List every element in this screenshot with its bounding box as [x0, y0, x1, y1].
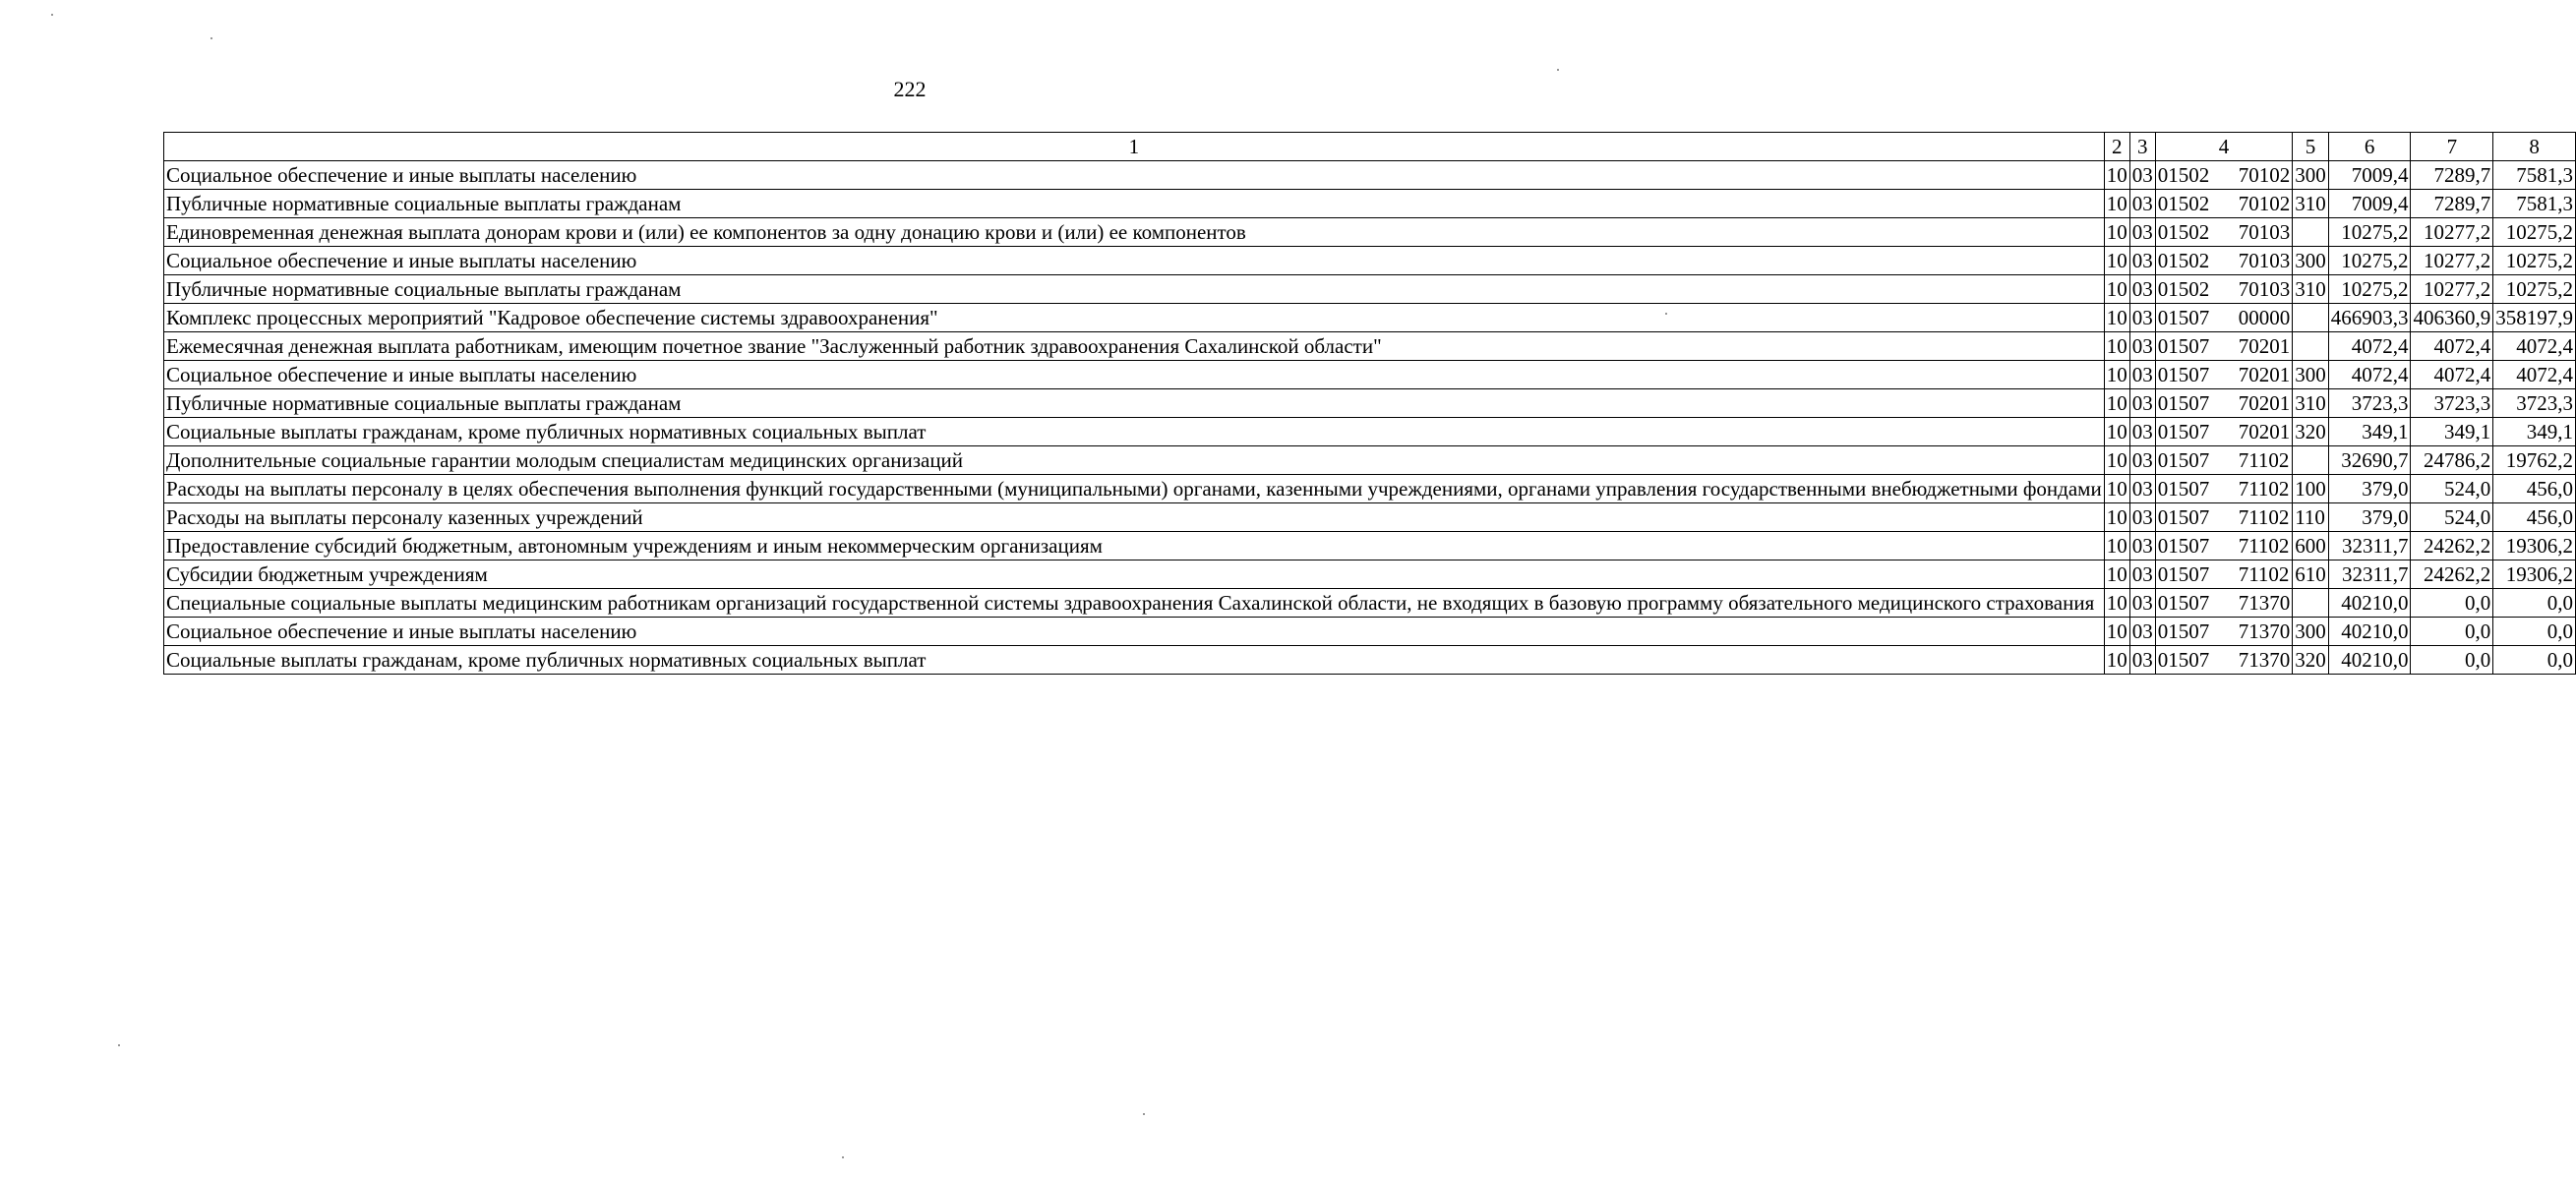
- target-article-code: [2155, 361, 2293, 389]
- amount-col-7: 10277,2: [2411, 247, 2493, 275]
- header-cell: 4: [2155, 133, 2293, 161]
- amount-col-6: 32690,7: [2328, 446, 2411, 475]
- section-code: 10: [2104, 304, 2129, 332]
- expense-type-code: [2293, 218, 2329, 247]
- header-cell: 8: [2493, 133, 2576, 161]
- section-code: 10: [2104, 332, 2129, 361]
- amount-col-8: 0,0: [2493, 589, 2576, 618]
- amount-col-7: 4072,4: [2411, 361, 2493, 389]
- amount-col-6: 7009,4: [2328, 190, 2411, 218]
- direction-code: 00000: [2238, 306, 2291, 329]
- subsection-code: 03: [2129, 361, 2155, 389]
- subsection-code: 03: [2129, 418, 2155, 446]
- scan-speck: [1143, 1113, 1145, 1115]
- amount-col-7: 524,0: [2411, 503, 2493, 532]
- scan-speck: [1665, 313, 1667, 315]
- scan-speck: [842, 1156, 844, 1158]
- subsection-code: 03: [2129, 218, 2155, 247]
- amount-col-8: 7581,3: [2493, 190, 2576, 218]
- target-article-code: [2155, 589, 2293, 618]
- subsection-code: 03: [2129, 161, 2155, 190]
- amount-col-7: 10277,2: [2411, 218, 2493, 247]
- expense-type-code: 310: [2293, 275, 2329, 304]
- section-code: 10: [2104, 618, 2129, 646]
- direction-code: 71102: [2238, 562, 2290, 586]
- target-article-code: [2155, 532, 2293, 560]
- program-code: 01507: [2157, 505, 2210, 529]
- amount-col-6: 3723,3: [2328, 389, 2411, 418]
- amount-col-6: 4072,4: [2328, 332, 2411, 361]
- program-code: 01507: [2157, 620, 2210, 643]
- section-code: 10: [2104, 475, 2129, 503]
- row-name: Дополнительные социальные гарантии молодым специалистам медицинских организаций: [164, 446, 2105, 475]
- target-article-code: [2155, 618, 2293, 646]
- table-body: [164, 161, 2576, 675]
- direction-code: 70201: [2238, 420, 2291, 443]
- section-code: 10: [2104, 361, 2129, 389]
- row-name: Единовременная денежная выплата донорам крови и (или) ее компонентов за одну донацию крови и (или) ее компонентов: [164, 218, 2105, 247]
- direction-code: 71102: [2238, 534, 2290, 558]
- program-code: 01507: [2157, 477, 2210, 501]
- section-code: 10: [2104, 646, 2129, 675]
- section-code: 10: [2104, 218, 2129, 247]
- amount-col-8: 3723,3: [2493, 389, 2576, 418]
- table-row: [164, 503, 2576, 532]
- program-code: 01507: [2157, 448, 2210, 472]
- table-row: [164, 532, 2576, 560]
- amount-col-7: 10277,2: [2411, 275, 2493, 304]
- expense-type-code: [2293, 304, 2329, 332]
- header-cell: 6: [2328, 133, 2411, 161]
- expense-type-code: 310: [2293, 389, 2329, 418]
- section-code: 10: [2104, 446, 2129, 475]
- amount-col-8: 19306,2: [2493, 532, 2576, 560]
- header-cell: 1: [164, 133, 2105, 161]
- table-row: [164, 275, 2576, 304]
- expense-type-code: [2293, 589, 2329, 618]
- amount-col-6: 466903,3: [2328, 304, 2411, 332]
- amount-col-8: 10275,2: [2493, 218, 2576, 247]
- direction-code: 70103: [2238, 277, 2291, 301]
- subsection-code: 03: [2129, 560, 2155, 589]
- expense-type-code: 300: [2293, 618, 2329, 646]
- amount-col-6: 10275,2: [2328, 247, 2411, 275]
- amount-col-6: 10275,2: [2328, 275, 2411, 304]
- expense-type-code: 300: [2293, 161, 2329, 190]
- amount-col-6: 7009,4: [2328, 161, 2411, 190]
- header-cell: 2: [2104, 133, 2129, 161]
- subsection-code: 03: [2129, 247, 2155, 275]
- target-article-code: [2155, 475, 2293, 503]
- amount-col-8: 4072,4: [2493, 332, 2576, 361]
- amount-col-6: 349,1: [2328, 418, 2411, 446]
- program-code: 01507: [2157, 562, 2210, 586]
- row-name: Публичные нормативные социальные выплаты гражданам: [164, 389, 2105, 418]
- amount-col-6: 4072,4: [2328, 361, 2411, 389]
- table-row: [164, 218, 2576, 247]
- row-name: Расходы на выплаты персоналу в целях обеспечения выполнения функций государственными (муниципальными) органами, казенными учреждениями, органами управления государственными внебюджетными фондами: [164, 475, 2105, 503]
- expense-type-code: 320: [2293, 418, 2329, 446]
- subsection-code: 03: [2129, 532, 2155, 560]
- direction-code: 71102: [2238, 505, 2290, 529]
- program-code: 01507: [2157, 334, 2210, 358]
- row-name: Предоставление субсидий бюджетным, автономным учреждениям и иным некоммерческим организациям: [164, 532, 2105, 560]
- expense-type-code: 100: [2293, 475, 2329, 503]
- subsection-code: 03: [2129, 618, 2155, 646]
- program-code: 01507: [2157, 363, 2210, 386]
- expense-type-code: 320: [2293, 646, 2329, 675]
- section-code: 10: [2104, 560, 2129, 589]
- amount-col-6: 40210,0: [2328, 589, 2411, 618]
- program-code: 01507: [2157, 534, 2210, 558]
- amount-col-8: 0,0: [2493, 618, 2576, 646]
- amount-col-6: 379,0: [2328, 475, 2411, 503]
- direction-code: 70102: [2238, 192, 2291, 215]
- row-name: Социальное обеспечение и иные выплаты населению: [164, 361, 2105, 389]
- row-name: Комплекс процессных мероприятий "Кадровое обеспечение системы здравоохранения": [164, 304, 2105, 332]
- direction-code: 70201: [2238, 363, 2291, 386]
- direction-code: 71370: [2238, 648, 2291, 672]
- target-article-code: [2155, 275, 2293, 304]
- expense-type-code: [2293, 332, 2329, 361]
- table-row: [164, 618, 2576, 646]
- row-name: Социальные выплаты гражданам, кроме публичных нормативных социальных выплат: [164, 418, 2105, 446]
- row-name: Социальное обеспечение и иные выплаты населению: [164, 618, 2105, 646]
- section-code: 10: [2104, 418, 2129, 446]
- table-row: [164, 646, 2576, 675]
- table-row: [164, 361, 2576, 389]
- direction-code: 70201: [2238, 391, 2291, 415]
- table-row: [164, 446, 2576, 475]
- scan-speck: [51, 14, 53, 16]
- amount-col-8: 7581,3: [2493, 161, 2576, 190]
- section-code: 10: [2104, 589, 2129, 618]
- amount-col-8: 456,0: [2493, 475, 2576, 503]
- expense-type-code: 300: [2293, 361, 2329, 389]
- amount-col-8: 358197,9: [2493, 304, 2576, 332]
- amount-col-8: 349,1: [2493, 418, 2576, 446]
- expense-type-code: 310: [2293, 190, 2329, 218]
- row-name: Социальное обеспечение и иные выплаты населению: [164, 247, 2105, 275]
- direction-code: 70201: [2238, 334, 2291, 358]
- table-row: [164, 304, 2576, 332]
- header-cell: 7: [2411, 133, 2493, 161]
- amount-col-8: 10275,2: [2493, 247, 2576, 275]
- table-row: [164, 589, 2576, 618]
- subsection-code: 03: [2129, 589, 2155, 618]
- program-code: 01507: [2157, 420, 2210, 443]
- target-article-code: [2155, 332, 2293, 361]
- amount-col-7: 24262,2: [2411, 560, 2493, 589]
- row-name: Публичные нормативные социальные выплаты гражданам: [164, 190, 2105, 218]
- amount-col-7: 0,0: [2411, 589, 2493, 618]
- subsection-code: 03: [2129, 275, 2155, 304]
- amount-col-6: 32311,7: [2328, 560, 2411, 589]
- scan-speck: [1557, 69, 1559, 71]
- amount-col-8: 4072,4: [2493, 361, 2576, 389]
- amount-col-6: 379,0: [2328, 503, 2411, 532]
- target-article-code: [2155, 560, 2293, 589]
- target-article-code: [2155, 218, 2293, 247]
- table-row: [164, 190, 2576, 218]
- section-code: 10: [2104, 532, 2129, 560]
- amount-col-7: 524,0: [2411, 475, 2493, 503]
- subsection-code: 03: [2129, 190, 2155, 218]
- target-article-code: [2155, 304, 2293, 332]
- amount-col-6: 32311,7: [2328, 532, 2411, 560]
- direction-code: 70103: [2238, 249, 2291, 272]
- expense-type-code: 600: [2293, 532, 2329, 560]
- table-row: [164, 247, 2576, 275]
- amount-col-7: 0,0: [2411, 618, 2493, 646]
- amount-col-8: 10275,2: [2493, 275, 2576, 304]
- budget-table: [163, 132, 2576, 675]
- subsection-code: 03: [2129, 332, 2155, 361]
- direction-code: 71370: [2238, 591, 2291, 615]
- row-name: Ежемесячная денежная выплата работникам, имеющим почетное звание "Заслуженный работник здравоохранения Сахалинской области": [164, 332, 2105, 361]
- section-code: 10: [2104, 161, 2129, 190]
- table-row: [164, 389, 2576, 418]
- subsection-code: 03: [2129, 503, 2155, 532]
- target-article-code: [2155, 418, 2293, 446]
- amount-col-7: 24262,2: [2411, 532, 2493, 560]
- section-code: 10: [2104, 190, 2129, 218]
- table-row: [164, 332, 2576, 361]
- row-name: Социальные выплаты гражданам, кроме публичных нормативных социальных выплат: [164, 646, 2105, 675]
- direction-code: 70103: [2238, 220, 2291, 244]
- amount-col-7: 0,0: [2411, 646, 2493, 675]
- amount-col-7: 7289,7: [2411, 190, 2493, 218]
- target-article-code: [2155, 190, 2293, 218]
- target-article-code: [2155, 503, 2293, 532]
- amount-col-7: 349,1: [2411, 418, 2493, 446]
- program-code: 01502: [2157, 192, 2210, 215]
- subsection-code: 03: [2129, 389, 2155, 418]
- amount-col-8: 19306,2: [2493, 560, 2576, 589]
- row-name: Публичные нормативные социальные выплаты гражданам: [164, 275, 2105, 304]
- table-header-row: [164, 133, 2576, 161]
- program-code: 01507: [2157, 306, 2210, 329]
- program-code: 01507: [2157, 591, 2210, 615]
- section-code: 10: [2104, 503, 2129, 532]
- table-row: [164, 560, 2576, 589]
- subsection-code: 03: [2129, 646, 2155, 675]
- expense-type-code: 300: [2293, 247, 2329, 275]
- amount-col-8: 0,0: [2493, 646, 2576, 675]
- row-name: Расходы на выплаты персоналу казенных учреждений: [164, 503, 2105, 532]
- amount-col-8: 19762,2: [2493, 446, 2576, 475]
- row-name: Специальные социальные выплаты медицинским работникам организаций государственной системы здравоохранения Сахалинской области, не входящих в базовую программу обязательного медицинского страхования: [164, 589, 2105, 618]
- expense-type-code: [2293, 446, 2329, 475]
- program-code: 01502: [2157, 220, 2210, 244]
- section-code: 10: [2104, 275, 2129, 304]
- table-row: [164, 475, 2576, 503]
- header-cell: 5: [2293, 133, 2329, 161]
- table-row: [164, 161, 2576, 190]
- table-row: [164, 418, 2576, 446]
- page-number: 222: [893, 77, 927, 101]
- subsection-code: 03: [2129, 446, 2155, 475]
- target-article-code: [2155, 446, 2293, 475]
- program-code: 01507: [2157, 391, 2210, 415]
- expense-type-code: 610: [2293, 560, 2329, 589]
- section-code: 10: [2104, 247, 2129, 275]
- program-code: 01502: [2157, 163, 2210, 187]
- target-article-code: [2155, 389, 2293, 418]
- subsection-code: 03: [2129, 475, 2155, 503]
- row-name: Субсидии бюджетным учреждениям: [164, 560, 2105, 589]
- amount-col-7: 24786,2: [2411, 446, 2493, 475]
- program-code: 01507: [2157, 648, 2210, 672]
- target-article-code: [2155, 646, 2293, 675]
- amount-col-6: 40210,0: [2328, 646, 2411, 675]
- header-cell: 3: [2129, 133, 2155, 161]
- section-code: 10: [2104, 389, 2129, 418]
- direction-code: 71102: [2238, 448, 2290, 472]
- program-code: 01502: [2157, 249, 2210, 272]
- row-name: Социальное обеспечение и иные выплаты населению: [164, 161, 2105, 190]
- amount-col-7: 406360,9: [2411, 304, 2493, 332]
- target-article-code: [2155, 247, 2293, 275]
- program-code: 01502: [2157, 277, 2210, 301]
- scan-speck: [118, 1044, 120, 1046]
- amount-col-7: 3723,3: [2411, 389, 2493, 418]
- direction-code: 71102: [2238, 477, 2290, 501]
- direction-code: 71370: [2238, 620, 2291, 643]
- subsection-code: 03: [2129, 304, 2155, 332]
- expense-type-code: 110: [2293, 503, 2329, 532]
- scan-speck: [210, 37, 212, 39]
- amount-col-6: 40210,0: [2328, 618, 2411, 646]
- target-article-code: [2155, 161, 2293, 190]
- amount-col-6: 10275,2: [2328, 218, 2411, 247]
- direction-code: 70102: [2238, 163, 2291, 187]
- amount-col-7: 4072,4: [2411, 332, 2493, 361]
- amount-col-7: 7289,7: [2411, 161, 2493, 190]
- amount-col-8: 456,0: [2493, 503, 2576, 532]
